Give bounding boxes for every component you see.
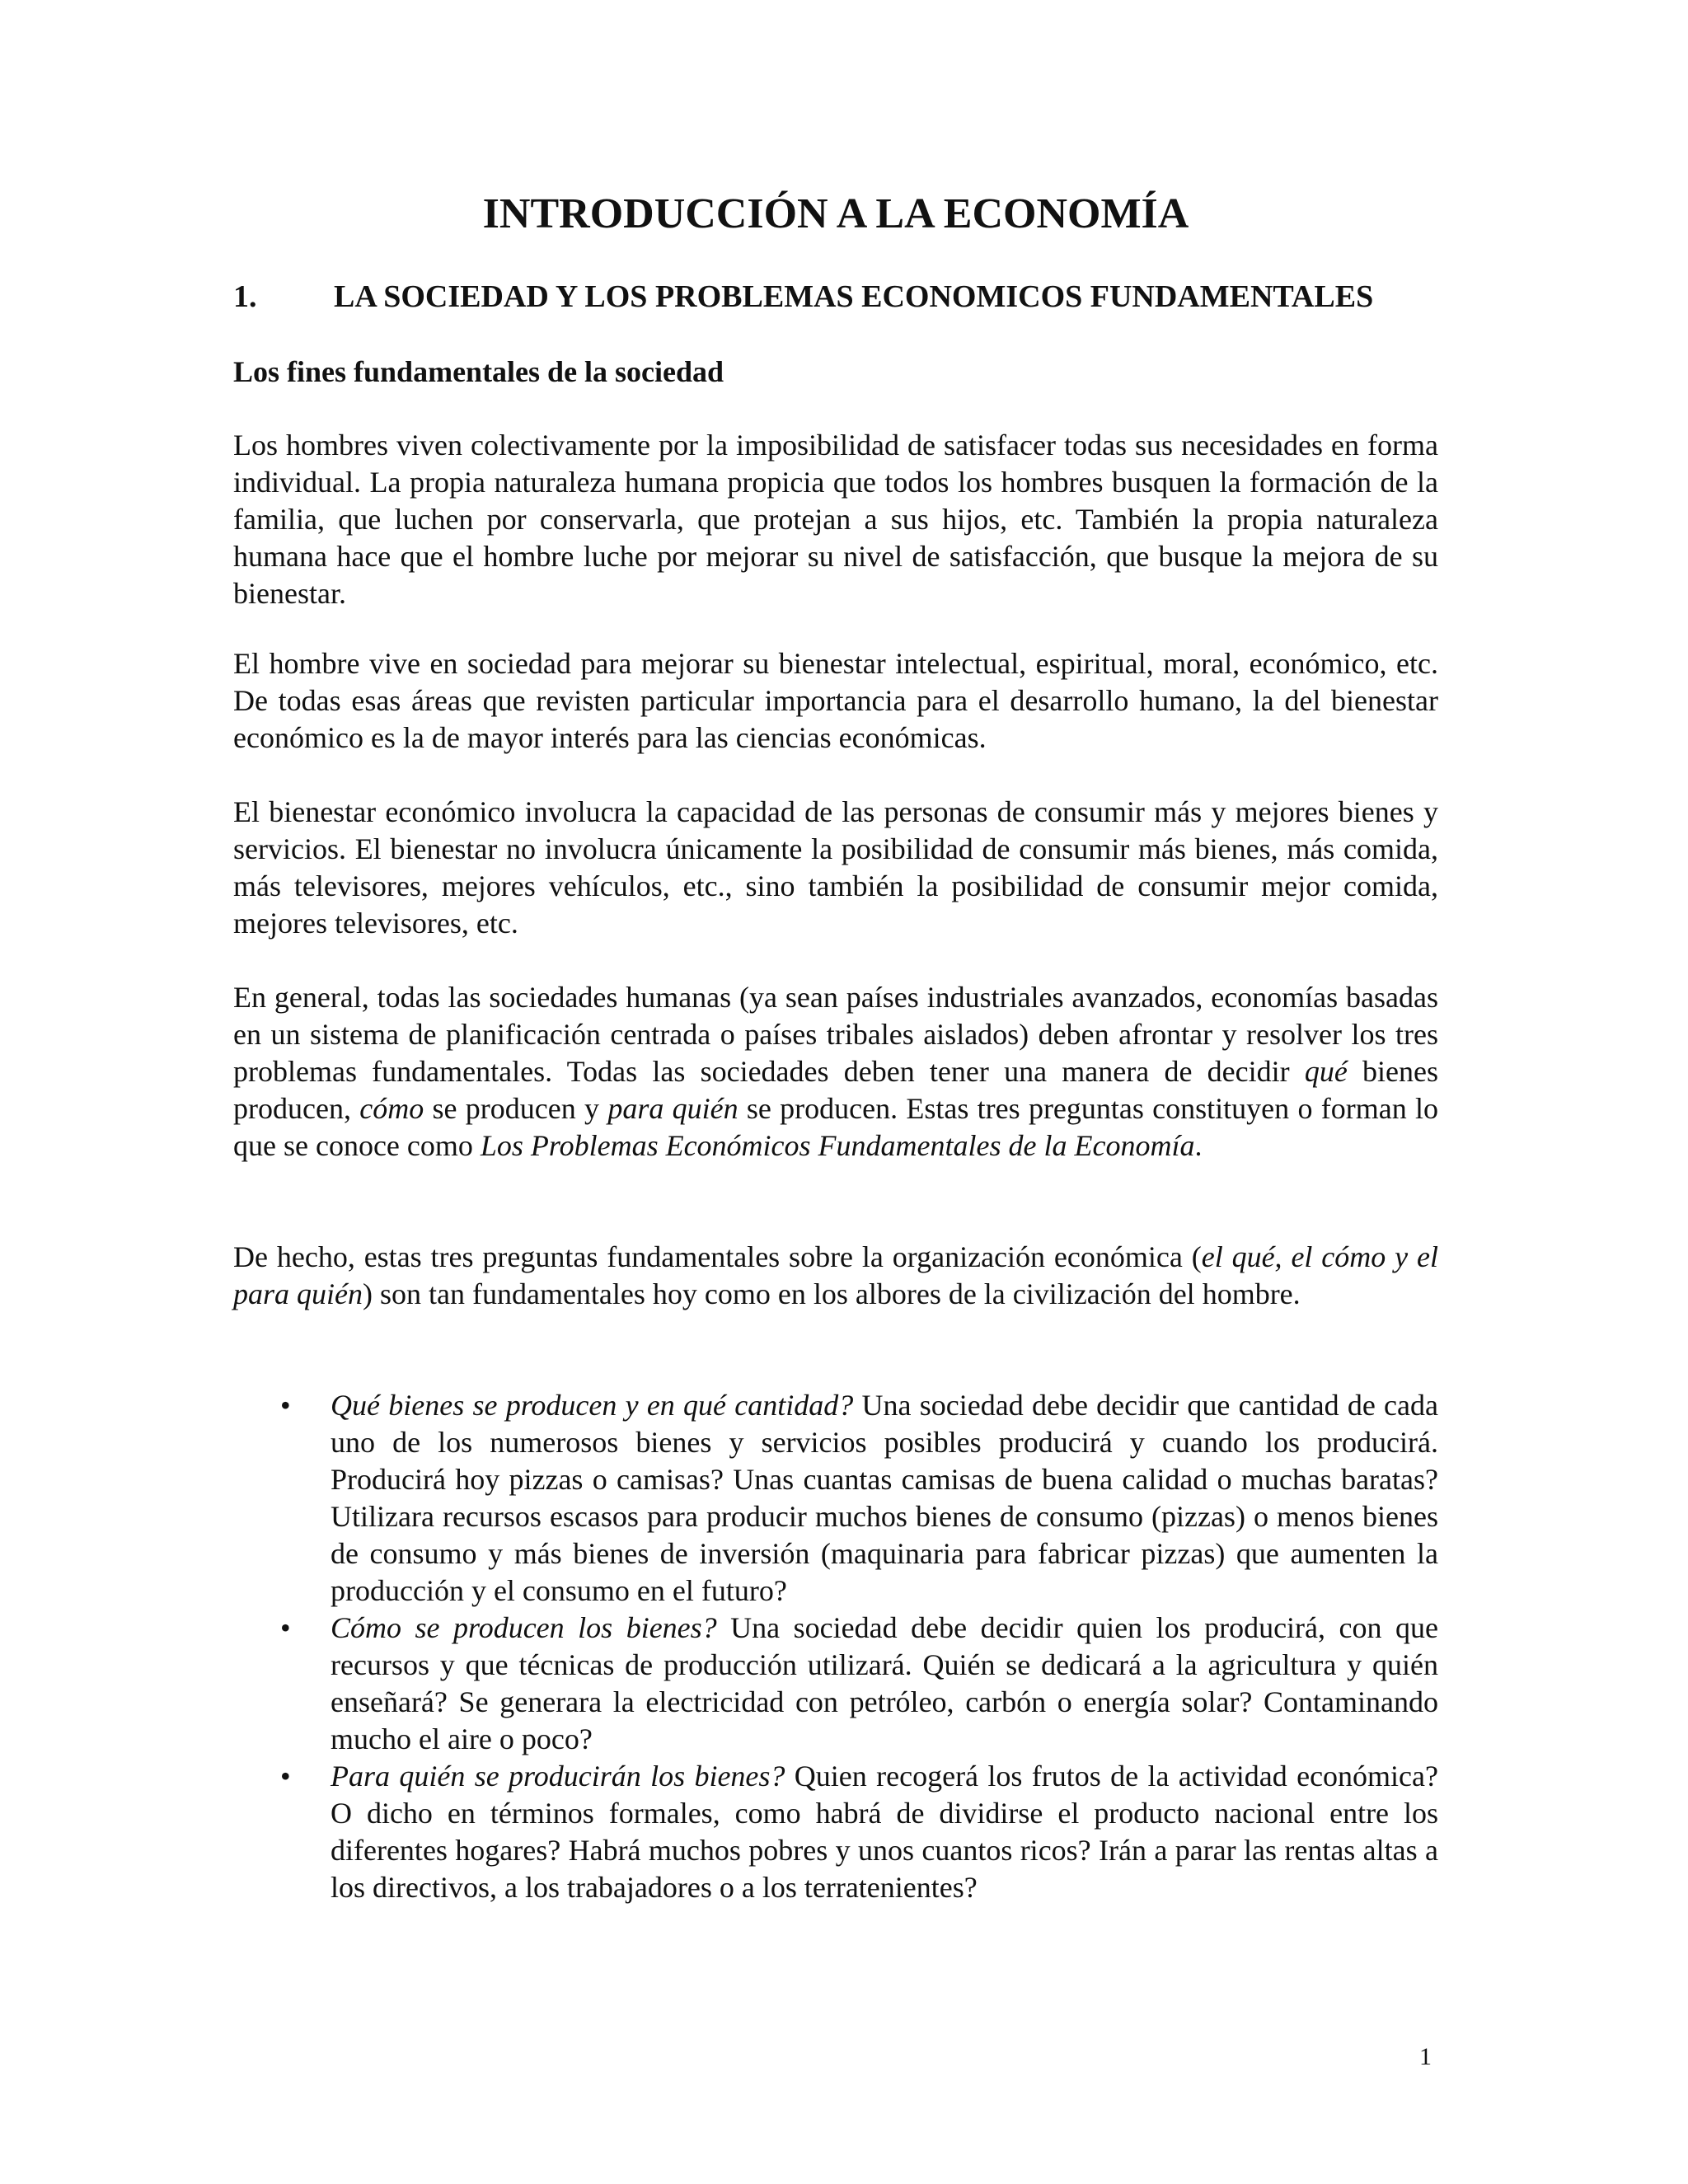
bullet-text: Una sociedad debe decidir quien los producirá, con que recursos y que técnicas de producción utilizará. Quién se dedicará a la agricultura y quién enseñará? Se generara la electricidad con petróleo, carbón o energía solar? Contaminando mucho el aire o poco? xyxy=(331,1611,1439,1755)
bullet-icon: • xyxy=(280,1611,291,1644)
document-title: INTRODUCCIÓN A LA ECONOMÍA xyxy=(482,190,1189,237)
bullet-text: Quien recogerá los frutos de la actividad económica? O dicho en términos formales, como habrá de dividirse el producto nacional entre los diferentes hogares? Habrá muchos pobres y unos cuantos ricos? Irán a parar las rentas altas a los directivos, a los trabajadores o a los terratenientes? xyxy=(331,1760,1438,1904)
paragraph-5-text-1: De hecho, estas tres preguntas fundamentales sobre la organización económica ( xyxy=(233,1240,1202,1273)
paragraph-2: El hombre vive en sociedad para mejorar su bienestar intelectual, espiritual, moral, económico, etc. De todas esas áreas que revisten particular importancia para el desarrollo humano, la del bienestar económico es la de mayor interés para las ciencias económicas. xyxy=(233,647,1438,754)
bullet-text: Una sociedad debe decidir que cantidad de cada uno de los numerosos bienes y servicios posibles producirá y cuando los producirá. Producirá hoy pizzas o camisas? Unas cuantas camisas de buena calidad o muchas baratas? Utilizara recursos escasos para producir muchos bienes de consumo (pizzas) o menos bienes de consumo y más bienes de inversión (maquinaria para fabricar pizzas) que aumenten la producción y el consumo en el futuro? xyxy=(331,1389,1438,1607)
bullet-question: Para quién se producirán los bienes? xyxy=(331,1760,785,1793)
paragraph-4-text-4: se producen. Estas tres preguntas constituyen o forman lo que se conoce como xyxy=(233,1092,1438,1162)
bullet-item-como xyxy=(233,1610,1438,1758)
paragraph-4 xyxy=(233,979,1438,1165)
section-title: LA SOCIEDAD Y LOS PROBLEMAS ECONOMICOS FUNDAMENTALES xyxy=(334,279,1374,314)
paragraph-4-text-5: . xyxy=(1194,1129,1203,1162)
paragraph-4-italic-problemas: Los Problemas Económicos Fundamentales de la Economía xyxy=(480,1129,1195,1162)
paragraph-4-text-2: bienes producen, xyxy=(233,1055,1439,1125)
section-heading xyxy=(233,277,1438,316)
section-number: 1. xyxy=(233,279,257,314)
paragraph-5-italic: el qué, el cómo y el para quién xyxy=(233,1240,1439,1310)
paragraph-5 xyxy=(233,1239,1438,1313)
bullet-item-para-quien xyxy=(233,1758,1438,1906)
paragraph-4-italic-que: qué xyxy=(1304,1055,1348,1088)
paragraph-3: El bienestar económico involucra la capacidad de las personas de consumir más y mejores bienes y servicios. El bienestar no involucra únicamente la posibilidad de consumir más bienes, más comida, más televisores, mejores vehículos, etc., sino también la posibilidad de consumir mejor comida, mejores televisores, etc. xyxy=(233,795,1438,940)
bullet-question: Cómo se producen los bienes? xyxy=(331,1611,717,1644)
subheading: Los fines fundamentales de la sociedad xyxy=(233,355,724,388)
bullet-list xyxy=(233,1387,1438,1906)
paragraph-4-text-3: se producen y xyxy=(424,1092,608,1125)
page-number: 1 xyxy=(1419,2043,1432,2070)
bullet-question: Qué bienes se producen y en qué cantidad? xyxy=(331,1389,854,1422)
bullet-item-que xyxy=(233,1387,1438,1610)
bullet-icon: • xyxy=(280,1760,291,1793)
paragraph-4-italic-como: cómo xyxy=(359,1092,424,1125)
paragraph-4-italic-para-quien: para quién xyxy=(607,1092,738,1125)
bullet-icon: • xyxy=(280,1389,291,1422)
paragraph-1: Los hombres viven colectivamente por la imposibilidad de satisfacer todas sus necesidades en forma individual. La propia naturaleza humana propicia que todos los hombres busquen la formación de la familia, que luchen por conservarla, que protejan a sus hijos, etc. También la propia naturaleza humana hace que el hombre luche por mejorar su nivel de satisfacción, que busque la mejora de su bienestar. xyxy=(233,429,1438,610)
paragraph-4-text-1: En general, todas las sociedades humanas (ya sean países industriales avanzados, economías basadas en un sistema de planificación centrada o países tribales aislados) deben afrontar y resolver los tres problemas fundamentales. Todas las sociedades deben tener una manera de decidir xyxy=(233,981,1438,1088)
paragraph-5-text-2: ) son tan fundamentales hoy como en los albores de la civilización del hombre. xyxy=(363,1277,1301,1310)
